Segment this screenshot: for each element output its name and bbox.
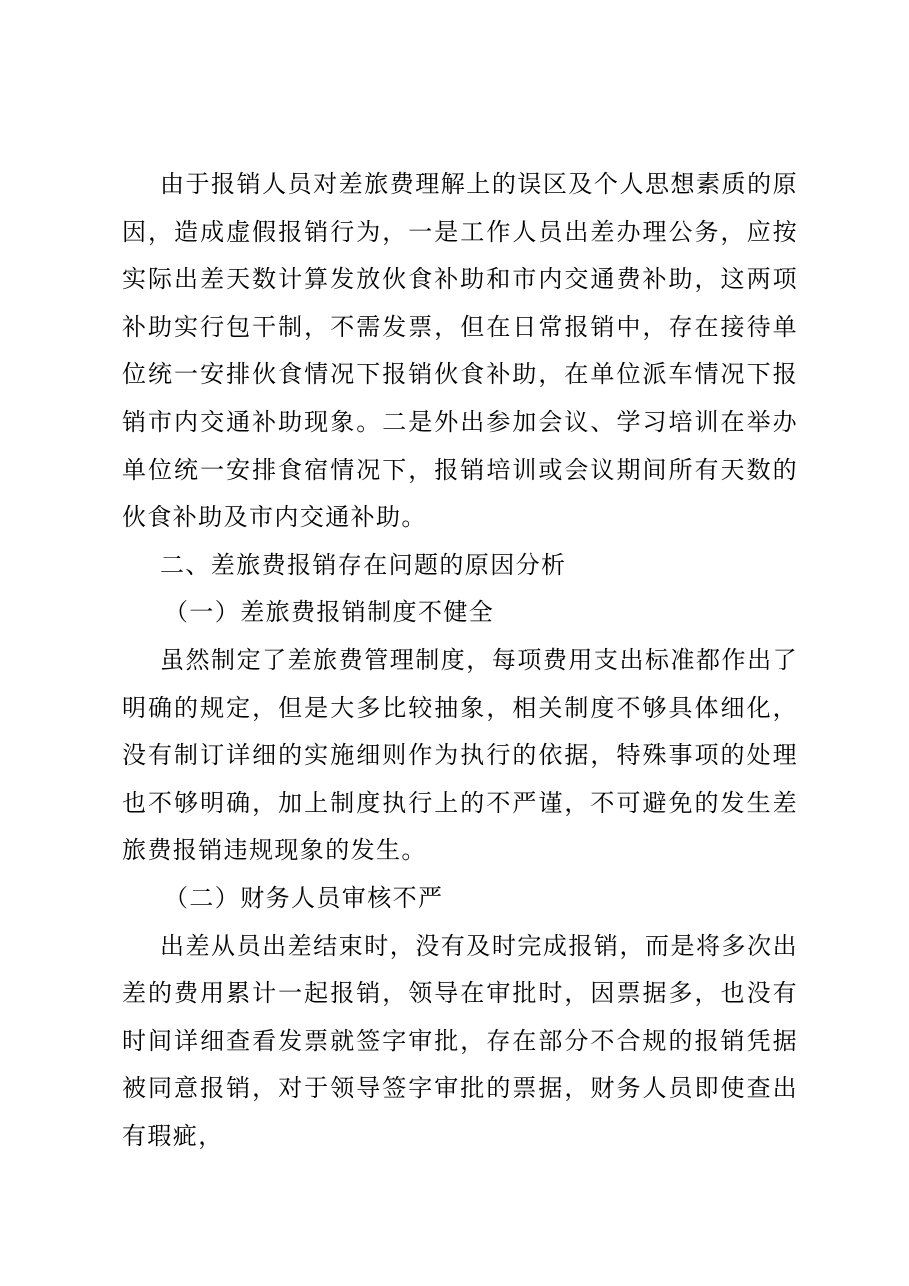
- subsection-heading-system-incomplete: （一）差旅费报销制度不健全: [164, 598, 495, 627]
- paragraph-false-reimbursement: 由于报销人员对差旅费理解上的误区及个人思想素质的原因，造成虚假报销行为，一是工作人员出差办理公务，应按实际出差天数计算发放伙食补助和市内交通费补助，这两项补助实行包干制，不需发票，但在日常报销中，存在接待单位统一安排伙食情况下报销伙食补助，在单位派车情况下报销市内交通补助现象。二是外出参加会议、学习培训在举办单位统一安排食宿情况下，报销培训或会议期间所有天数的伙食补助及市内交通补助。: [122, 170, 798, 532]
- document-body: [122, 161, 798, 1160]
- paragraph-audit-lax: 出差从员出差结束时，没有及时完成报销，而是将多次出差的费用累计一起报销，领导在审批时，因票据多，也没有时间详细查看发票就签字审批，存在部分不合规的报销凭据被同意报销，对于领导签字审批的票据，财务人员即使查出有瑕疵，: [122, 931, 798, 1150]
- subsection-heading-audit-lax: （二）财务人员审核不严: [164, 883, 444, 912]
- paragraph-system-incomplete: 虽然制定了差旅费管理制度，每项费用支出标准都作出了明确的规定，但是大多比较抽象，相关制度不够具体细化，没有制订详细的实施细则作为执行的依据，特殊事项的处理也不够明确，加上制度执行上的不严谨，不可避免的发生差旅费报销违规现象的发生。: [122, 645, 798, 865]
- section-heading-cause-analysis: 二、差旅费报销存在问题的原因分析: [160, 550, 567, 579]
